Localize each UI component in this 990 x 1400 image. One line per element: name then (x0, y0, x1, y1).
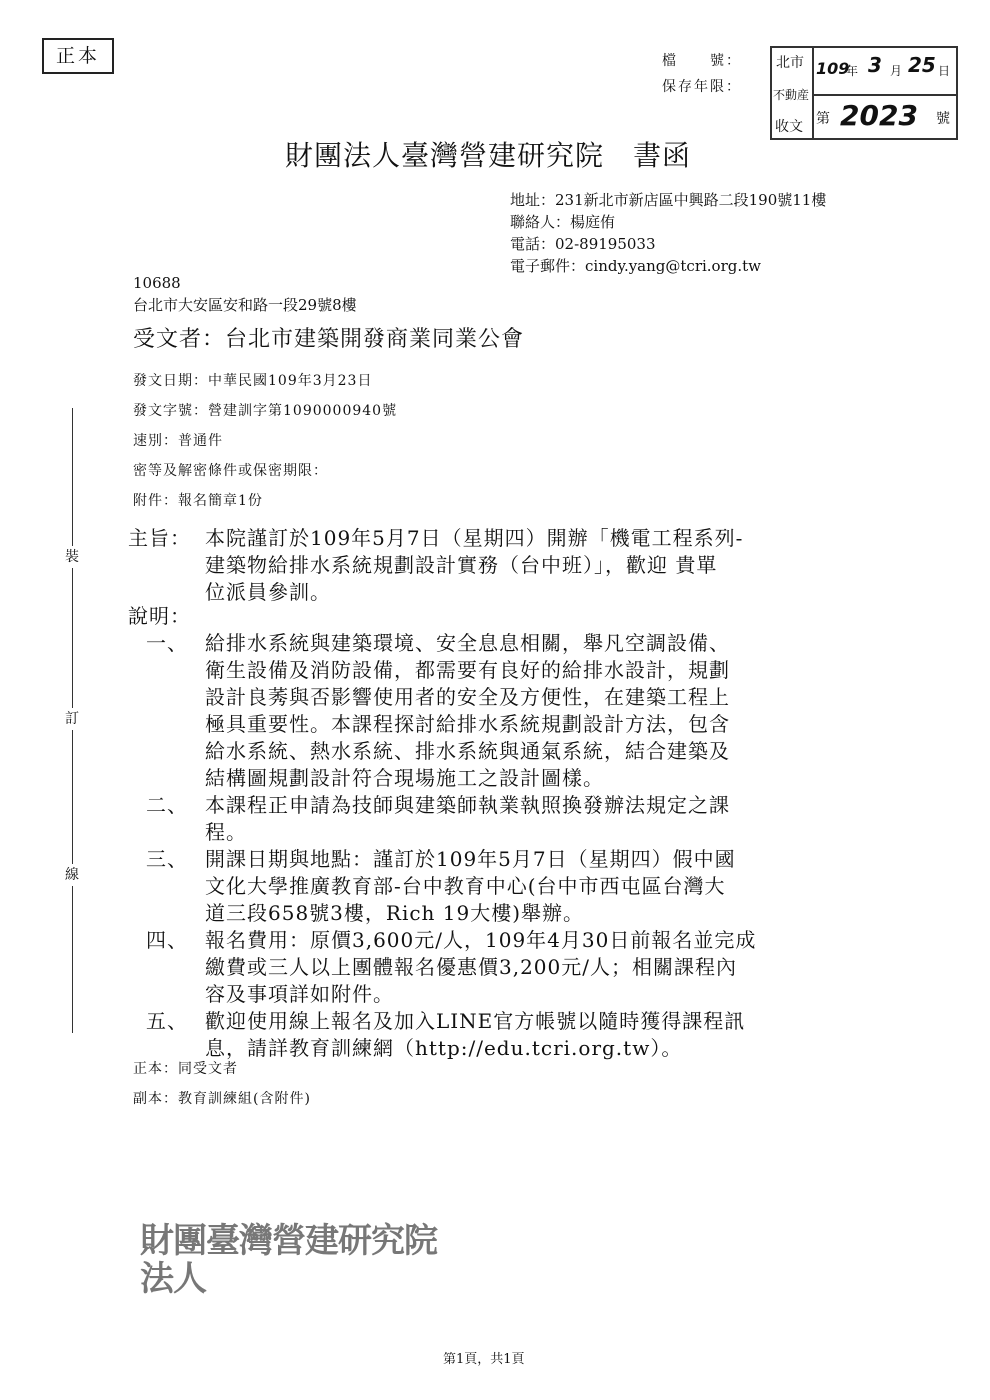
sender-email: 電子郵件：cindy.yang@tcri.org.tw (510, 257, 761, 275)
item-line: 繳費或三人以上團體報名優惠價3,200元/人；相關課程內 (205, 955, 737, 979)
issue-date: 發文日期：中華民國109年3月23日 (133, 373, 373, 389)
item-line: 設計良莠與否影響使用者的安全及方便性，在建築工程上 (205, 685, 730, 709)
binding-mark-staple: 訂 (62, 708, 82, 730)
document-number: 發文字號：營建訓字第1090000940號 (133, 403, 398, 419)
receipt-city: 北市 (776, 55, 804, 71)
item-line: 給水系統、熱水系統、排水系統與通氣系統，結合建築及 (205, 739, 730, 763)
item-number: 一、 (146, 631, 188, 655)
recipient: 受文者：台北市建築開發商業同業公會 (133, 327, 525, 352)
item-line: 歡迎使用線上報名及加入LINE官方帳號以隨時獲得課程訊 (205, 1009, 746, 1033)
document-title: 財團法人臺灣營建研究院 書函 (285, 139, 692, 172)
receipt-number: 2023 (840, 99, 918, 132)
subject-line: 建築物給排水系統規劃設計實務（台中班）」，歡迎 貴單 (205, 553, 718, 577)
item-line: 結構圖規劃設計符合現場施工之設計圖樣。 (205, 766, 604, 790)
item-line: 文化大學推廣教育部-台中教育中心(台中市西屯區台灣大 (205, 874, 726, 898)
receipt-date-day-unit: 日 (938, 64, 951, 78)
receipt-number-prefix: 第 (816, 111, 830, 127)
item-line: 本課程正申請為技師與建築師執業執照換發辦法規定之課 (205, 793, 730, 817)
retention-period-label: 保存年限： (662, 79, 742, 95)
recipient-postcode: 10688 (133, 274, 181, 292)
security-level: 密等及解密條件或保密期限： (133, 463, 328, 479)
attachment: 附件：報名簡章1份 (133, 493, 263, 509)
item-line: 開課日期與地點：謹訂於109年5月7日（星期四）假中國 (205, 847, 736, 871)
recipient-address: 台北市大安區安和路一段29號8樓 (133, 296, 357, 314)
item-line: 給排水系統與建築環境、安全息息相關，舉凡空調設備、 (205, 631, 730, 655)
original-distribution: 正本：同受文者 (133, 1061, 238, 1077)
seal-line: 財團臺灣營建研究院 (140, 1221, 437, 1261)
sender-address: 地址：231新北市新店區中興路二段190號11樓 (510, 191, 827, 209)
item-number: 四、 (146, 928, 188, 952)
item-line: 衛生設備及消防設備，都需要有良好的給排水設計，規劃 (205, 658, 730, 682)
delivery-speed: 速別：普通件 (133, 433, 223, 449)
receipt-date-year-unit: 年 (846, 64, 859, 78)
file-number-label: 檔 號： (662, 53, 742, 69)
receipt-received: 收文 (775, 119, 803, 135)
copy-distribution: 副本：教育訓練組(含附件) (133, 1091, 311, 1107)
item-line: 息，請詳教育訓練網（http://edu.tcri.org.tw）。 (205, 1036, 683, 1060)
sender-contact: 聯絡人：楊庭侑 (510, 213, 616, 231)
item-number: 二、 (146, 793, 188, 817)
sender-phone: 電話：02-89195033 (510, 235, 656, 253)
binding-mark-bind: 裝 (62, 546, 82, 568)
subject-line: 本院謹訂於109年5月7日（星期四）開辦「機電工程系列- (205, 526, 744, 550)
item-line: 報名費用：原價3,600元/人，109年4月30日前報名並完成 (205, 928, 757, 952)
receipt-date-day: 25 (908, 53, 936, 77)
binding-mark-line: 線 (62, 864, 82, 886)
item-number: 五、 (146, 1009, 188, 1033)
page-number: 第1頁，共1頁 (443, 1352, 525, 1367)
item-line: 道三段658號3樓，Rich 19大樓)舉辦。 (205, 901, 585, 925)
explanation-label: 說明： (128, 604, 191, 628)
item-line: 程。 (205, 820, 247, 844)
receipt-stamp (770, 46, 958, 140)
subject-line: 位派員參訓。 (205, 580, 331, 604)
original-copy-stamp: 正本 (42, 38, 114, 74)
item-line: 容及事項詳如附件。 (205, 982, 394, 1006)
receipt-date-month: 3 (868, 53, 882, 77)
receipt-number-suffix: 號 (936, 111, 950, 127)
receipt-date-month-unit: 月 (890, 64, 903, 78)
item-number: 三、 (146, 847, 188, 871)
institution-seal (140, 1222, 437, 1298)
subject-label: 主旨： (128, 526, 191, 550)
seal-line: 法人 (140, 1259, 206, 1299)
receipt-date-year: 109 (816, 59, 850, 78)
item-line: 極具重要性。本課程探討給排水系統規劃設計方法，包含 (205, 712, 730, 736)
receipt-dept: 不動産 (773, 88, 810, 102)
